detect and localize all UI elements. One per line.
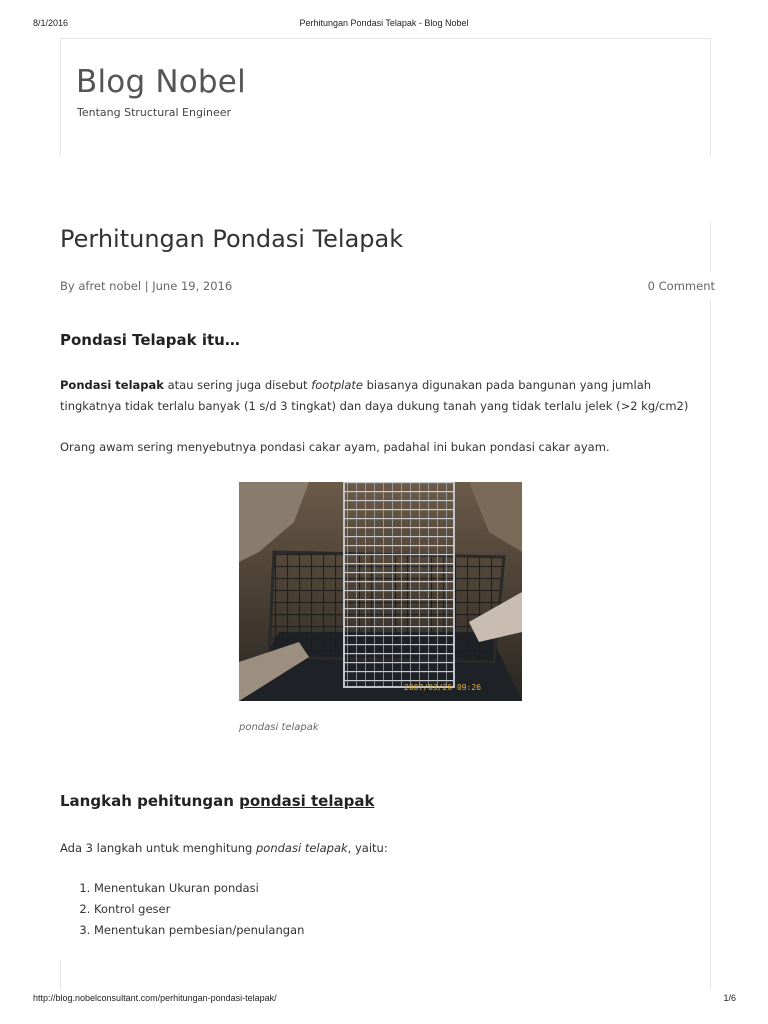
- text-segment: , yaitu:: [347, 841, 388, 855]
- content-border-right-b: [710, 300, 711, 990]
- pondasi-telapak-link[interactable]: pondasi telapak: [239, 792, 375, 810]
- section-heading-intro: Pondasi Telapak itu…: [60, 331, 240, 349]
- italic-term: footplate: [311, 378, 363, 392]
- footing-photo-drawing: [239, 482, 522, 701]
- footing-photo: [239, 482, 522, 701]
- text-segment: Ada 3 langkah untuk menghitung: [60, 841, 256, 855]
- print-date: 8/1/2016: [33, 18, 69, 28]
- post-title: Perhitungan Pondasi Telapak: [60, 225, 404, 253]
- content-border-right-a: [710, 222, 711, 272]
- header-border-left: [60, 38, 61, 156]
- paragraph-note: Orang awam sering menyebutnya pondasi cakar ayam, padahal ini bukan pondasi cakar ayam.: [60, 440, 610, 454]
- header-border-top: [60, 38, 711, 39]
- list-item: 1. Menentukan Ukuran pondasi: [94, 878, 304, 899]
- page-number: 1/6: [723, 993, 736, 1003]
- print-page-title: Perhitungan Pondasi Telapak - Blog Nobel: [299, 18, 469, 28]
- post-meta: By afret nobel | June 19, 2016: [60, 279, 233, 293]
- content-border-left: [60, 960, 61, 990]
- italic-term: pondasi telapak: [256, 841, 348, 855]
- header-border-right: [710, 38, 711, 156]
- bold-term: Pondasi telapak: [60, 378, 164, 392]
- list-item: 3. Menentukan pembesian/penulangan: [94, 920, 304, 941]
- heading-text: Langkah pehitungan: [60, 792, 240, 810]
- photo-timestamp: 2007/03/26 09:26: [404, 683, 482, 692]
- paragraph-steps-intro: [60, 838, 710, 859]
- comments-link[interactable]: 0 Comment: [647, 279, 715, 293]
- section-heading-steps: [60, 792, 374, 810]
- site-title[interactable]: Blog Nobel: [76, 64, 246, 100]
- text-segment: atau sering juga disebut: [163, 378, 312, 392]
- steps-list: [60, 878, 304, 941]
- paragraph-definition: [60, 375, 710, 417]
- print-url: http://blog.nobelconsultant.com/perhitungan-pondasi-telapak/: [33, 993, 277, 1003]
- figure-caption: pondasi telapak: [239, 722, 319, 733]
- site-description: Tentang Structural Engineer: [77, 106, 232, 119]
- list-item: 2. Kontrol geser: [94, 899, 304, 920]
- text-segment: biasanya digunakan pada bangunan yang jumlah tingkatnya tidak terlalu banyak (1 s/d 3 tingkat) dan daya dukung tanah yang tidak terlalu jelek (>2 kg/cm2): [60, 378, 689, 413]
